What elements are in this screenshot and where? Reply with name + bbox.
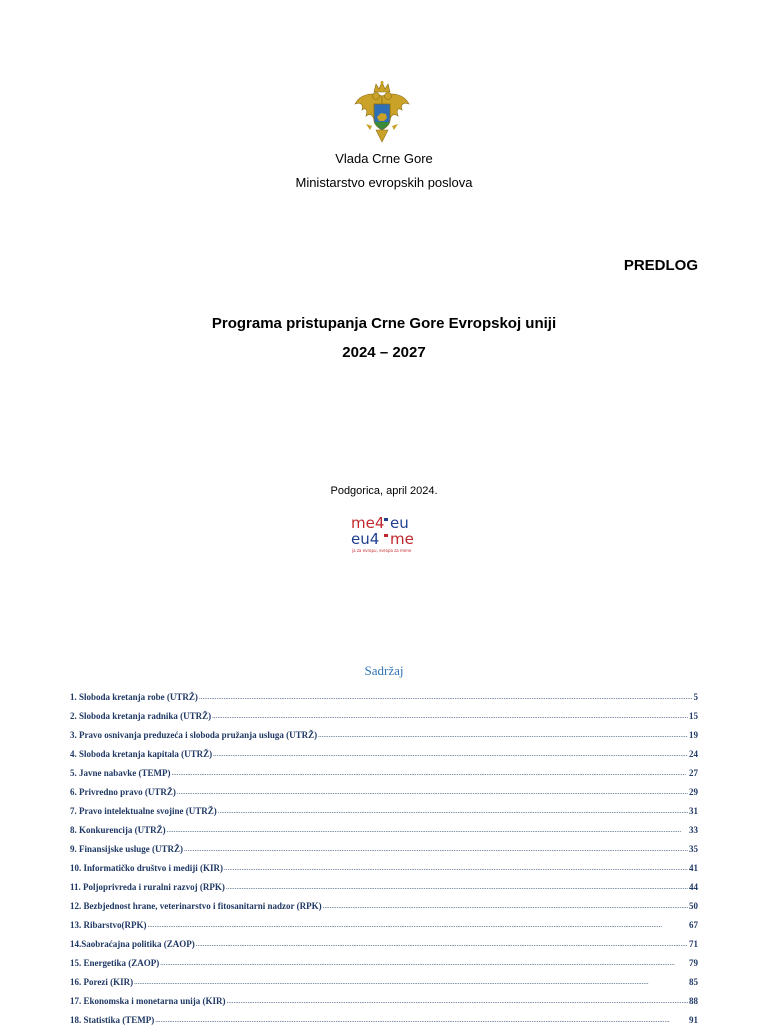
toc-item[interactable] <box>70 969 698 988</box>
toc-item[interactable] <box>70 741 698 760</box>
toc-item-title: 11. Poljoprivreda i ruralni razvoj (RPK) <box>70 882 225 892</box>
toc-item-page: 67 <box>689 920 698 930</box>
me4eu-logo <box>348 514 424 558</box>
toc-leader <box>212 711 688 722</box>
toc-item[interactable] <box>70 798 698 817</box>
place-date: Podgorica, april 2024. <box>330 485 438 497</box>
toc-leader <box>199 692 693 703</box>
toc-item-title: 8. Konkurencija (UTRŽ) <box>70 825 166 835</box>
svg-text:eu4: eu4 <box>351 530 380 548</box>
toc-item[interactable] <box>70 684 698 703</box>
ministry-name: Ministarstvo evropskih poslova <box>295 175 473 190</box>
toc-leader <box>134 977 688 988</box>
toc-item-page: 41 <box>689 863 698 873</box>
toc-item-title: 17. Ekonomska i monetarna unija (KIR) <box>70 996 226 1006</box>
toc-item-title: 1. Sloboda kretanja robe (UTRŽ) <box>70 692 198 702</box>
toc-leader <box>323 901 688 912</box>
proposal-label: PREDLOG <box>623 257 698 274</box>
toc-item[interactable] <box>70 893 698 912</box>
document-title: Programa pristupanja Crne Gore Evropskoj uniji <box>211 315 557 332</box>
toc-item[interactable] <box>70 703 698 722</box>
toc-item[interactable] <box>70 760 698 779</box>
toc-item-page: 5 <box>693 692 698 702</box>
toc-item-page: 24 <box>689 749 698 759</box>
toc-item-page: 27 <box>689 768 698 778</box>
toc-item-page: 50 <box>689 901 698 911</box>
toc-item-title: 12. Bezbjednost hrane, veterinarstvo i fitosanitarni nadzor (RPK) <box>70 901 322 911</box>
toc-leader <box>160 958 688 969</box>
toc-item[interactable] <box>70 817 698 836</box>
toc-item[interactable] <box>70 950 698 969</box>
toc-leader <box>184 844 688 855</box>
toc-leader <box>155 1015 688 1026</box>
toc-leader <box>226 882 688 893</box>
toc-item-page: 31 <box>689 806 698 816</box>
toc-leader <box>213 749 688 760</box>
toc-item-page: 29 <box>689 787 698 797</box>
toc-leader <box>177 787 688 798</box>
toc-leader <box>196 939 688 950</box>
toc-item-title: 5. Javne nabavke (TEMP) <box>70 768 171 778</box>
toc-item[interactable] <box>70 779 698 798</box>
toc-item-title: 3. Pravo osnivanja preduzeća i sloboda pružanja usluga (UTRŽ) <box>70 730 318 740</box>
toc-item-page: 91 <box>689 1015 698 1025</box>
toc-item-title: 10. Informatičko društvo i mediji (KIR) <box>70 863 223 873</box>
toc-item-title: 6. Privredno pravo (UTRŽ) <box>70 787 176 797</box>
toc-item-page: 44 <box>689 882 698 892</box>
toc-item[interactable] <box>70 874 698 893</box>
toc-item-page: 35 <box>689 844 698 854</box>
document-years: 2024 – 2027 <box>342 344 426 361</box>
toc-heading: Sadržaj <box>364 663 404 678</box>
toc-leader <box>148 920 689 931</box>
toc-leader <box>224 863 688 874</box>
table-of-contents <box>70 684 698 1026</box>
toc-item-title: 13. Ribarstvo(RPK) <box>70 920 147 930</box>
toc-item-page: 71 <box>689 939 698 949</box>
toc-item[interactable] <box>70 912 698 931</box>
toc-item-page: 88 <box>689 996 698 1006</box>
toc-item-page: 19 <box>689 730 698 740</box>
toc-item-title: 18. Statistika (TEMP) <box>70 1015 155 1025</box>
toc-item-title: 15. Energetika (ZAOP) <box>70 958 160 968</box>
toc-item-title: 4. Sloboda kretanja kapitala (UTRŽ) <box>70 749 213 759</box>
toc-leader <box>172 768 688 779</box>
toc-item-page: 79 <box>689 958 698 968</box>
toc-item[interactable] <box>70 1007 698 1026</box>
toc-item-title: 2. Sloboda kretanja radnika (UTRŽ) <box>70 711 212 721</box>
svg-text:me4: me4 <box>351 514 385 532</box>
toc-item-title: 7. Pravo intelektualne svojine (UTRŽ) <box>70 806 217 816</box>
toc-leader <box>167 825 688 836</box>
toc-leader <box>227 996 688 1007</box>
svg-text:eu: eu <box>390 514 409 532</box>
svg-text:me: me <box>390 530 414 548</box>
toc-item-page: 33 <box>689 825 698 835</box>
toc-leader <box>218 806 688 817</box>
toc-item-title: 9. Finansijske usluge (UTRŽ) <box>70 844 184 854</box>
government-name: Vlada Crne Gore <box>335 151 433 166</box>
toc-item-page: 85 <box>689 977 698 987</box>
toc-item[interactable] <box>70 988 698 1007</box>
toc-item[interactable] <box>70 836 698 855</box>
toc-leader <box>318 730 688 741</box>
toc-item-page: 15 <box>689 711 698 721</box>
toc-item-title: 14.Saobraćajna politika (ZAOP) <box>70 939 195 949</box>
toc-item[interactable] <box>70 855 698 874</box>
toc-item-title: 16. Porezi (KIR) <box>70 977 134 987</box>
coat-of-arms-icon <box>352 80 412 144</box>
toc-item[interactable] <box>70 931 698 950</box>
toc-item[interactable] <box>70 722 698 741</box>
svg-text:ja za evropu, evropa za mene: ja za evropu, evropa za mene <box>352 548 412 553</box>
